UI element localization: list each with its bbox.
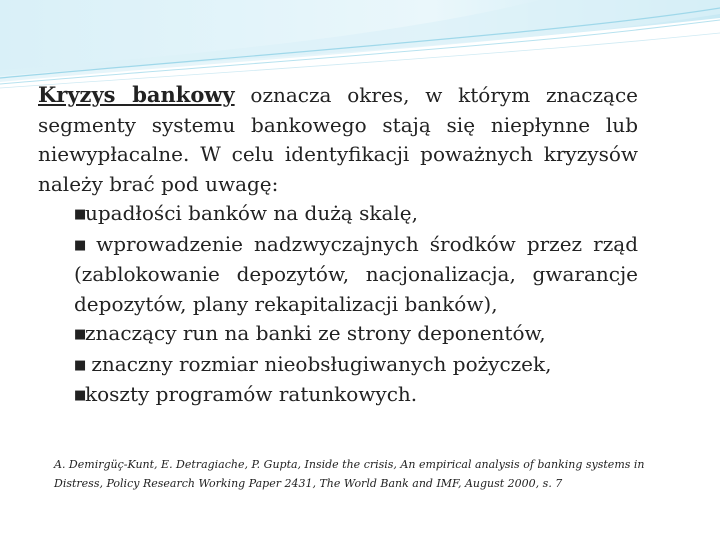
bullet-square-icon: ■ [74, 388, 87, 403]
list-item: ■ wprowadzenie nadzwyczajnych środków przez rząd (zablokowanie depozytów, nacjonalizacja, gwarancje depozytów, plany rekapitalizacji banków), [74, 231, 638, 316]
list-item: ■koszty programów ratunkowych. [74, 380, 638, 411]
list-item: ■znaczący run na banki ze strony deponentów, [74, 319, 638, 350]
list-item: ■ znaczny rozmiar nieobsługiwanych pożyczek, [74, 350, 638, 381]
header-wave-decoration [0, 0, 720, 90]
intro-text: oznacza okres, w którym znaczące segmenty systemu bankowego stają się niepłynne lub niewypłacalne. W celu identyfikacji poważnych kryzysów należy brać pod uwagę: [38, 83, 638, 196]
intro-paragraph [38, 80, 638, 199]
term-heading: Kryzys bankowy [38, 82, 235, 107]
bullet-square-icon: ■ [74, 237, 87, 253]
main-content [38, 80, 638, 411]
bullet-square-icon: ■ [74, 327, 87, 342]
footnote-citation: A. Demirgüç-Kunt, E. Detragiache, P. Gupta, Inside the crisis, An empirical analysis of banking systems in Distress, Policy Research Working Paper 2431, The World Bank and IMF, August 2000, s. 7 [54, 458, 645, 490]
list-item: ■upadłości banków na dużą skalę, [74, 199, 638, 230]
bullet-square-icon: ■ [74, 357, 87, 373]
bullet-square-icon: ■ [74, 207, 87, 222]
criteria-list [38, 199, 638, 411]
